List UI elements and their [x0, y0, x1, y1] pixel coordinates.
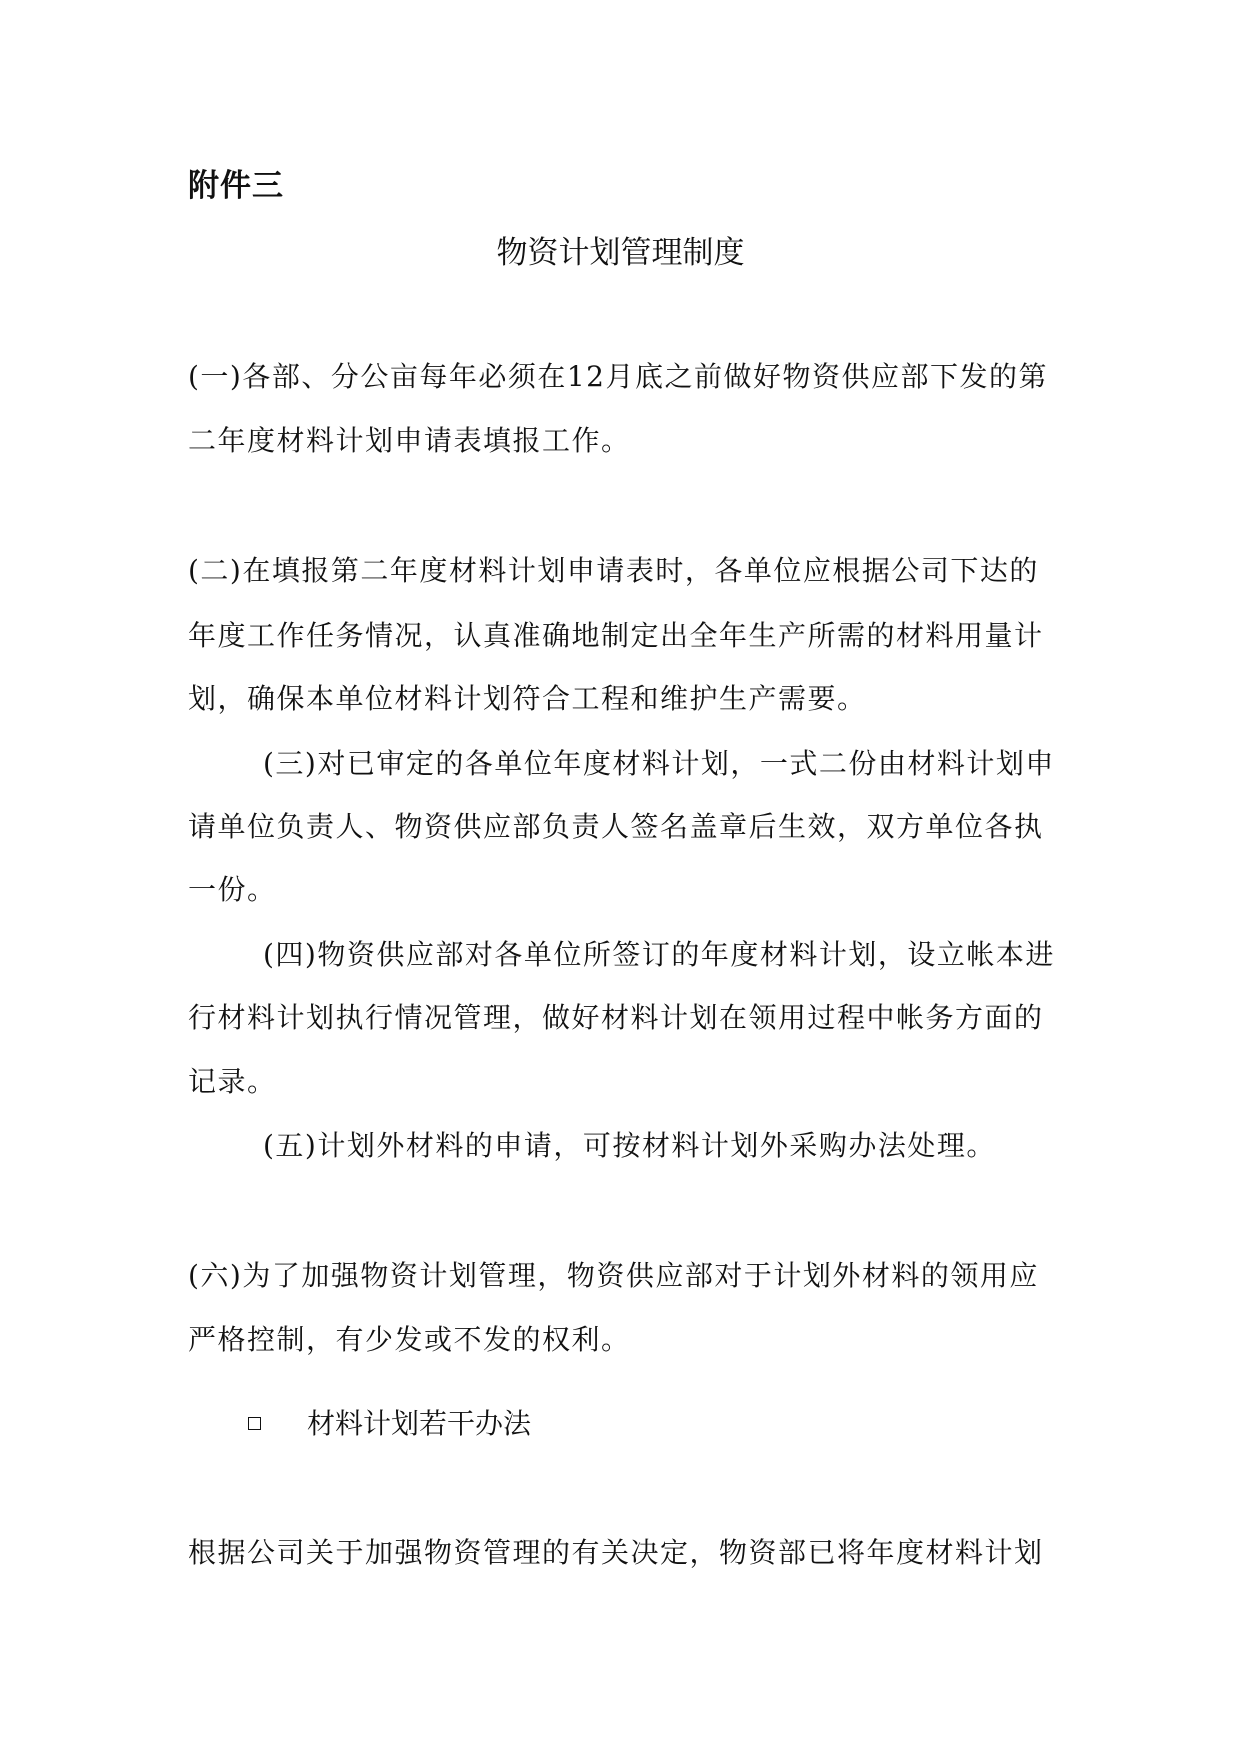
- document-title: 物资计划管理制度: [496, 235, 745, 271]
- closing-paragraph-line-1: 根据公司关于加强物资管理的有关决定，物资部已将年度材料计划: [188, 1536, 1044, 1569]
- paragraph-4-line-2: 行材料计划执行情况管理，做好材料计划在领用过程中帐务方面的: [188, 1001, 1044, 1034]
- paragraph-6-line-2: 严格控制，有少发或不发的权利。: [188, 1323, 631, 1356]
- paragraph-2-line-3: 划，确保本单位材料计划符合工程和维护生产需要。: [188, 682, 867, 715]
- paragraph-6-line-1: (六)为了加强物资计划管理，物资供应部对于计划外材料的领用应: [188, 1259, 1039, 1292]
- paragraph-3-line-1: (三)对已审定的各单位年度材料计划，一式二份由材料计划申: [263, 747, 1055, 780]
- paragraph-2-line-1: (二)在填报第二年度材料计划申请表时，各单位应根据公司下达的: [188, 554, 1039, 587]
- bullet-heading-row: [248, 1404, 531, 1444]
- bullet-heading-text: 材料计划若干办法: [307, 1407, 532, 1440]
- paragraph-1-line-2: 二年度材料计划申请表填报工作。: [188, 424, 631, 457]
- paragraph-4-line-1: (四)物资供应部对各单位所签订的年度材料计划，设立帐本进: [263, 938, 1055, 971]
- paragraph-2-line-2: 年度工作任务情况，认真准确地制定出全年生产所需的材料用量计: [188, 619, 1044, 652]
- paragraph-3-line-3: 一份。: [188, 873, 277, 906]
- attachment-label: 附件三: [188, 168, 284, 204]
- paragraph-4-line-3: 记录。: [188, 1065, 277, 1098]
- paragraph-3-line-2: 请单位负责人、物资供应部负责人签名盖章后生效，双方单位各执: [188, 810, 1044, 843]
- paragraph-5-line-1: (五)计划外材料的申请，可按材料计划外采购办法处理。: [263, 1129, 996, 1162]
- square-bullet-icon: [248, 1417, 261, 1430]
- paragraph-1-line-1: (一)各部、分公亩每年必须在12月底之前做好物资供应部下发的第: [188, 360, 1048, 393]
